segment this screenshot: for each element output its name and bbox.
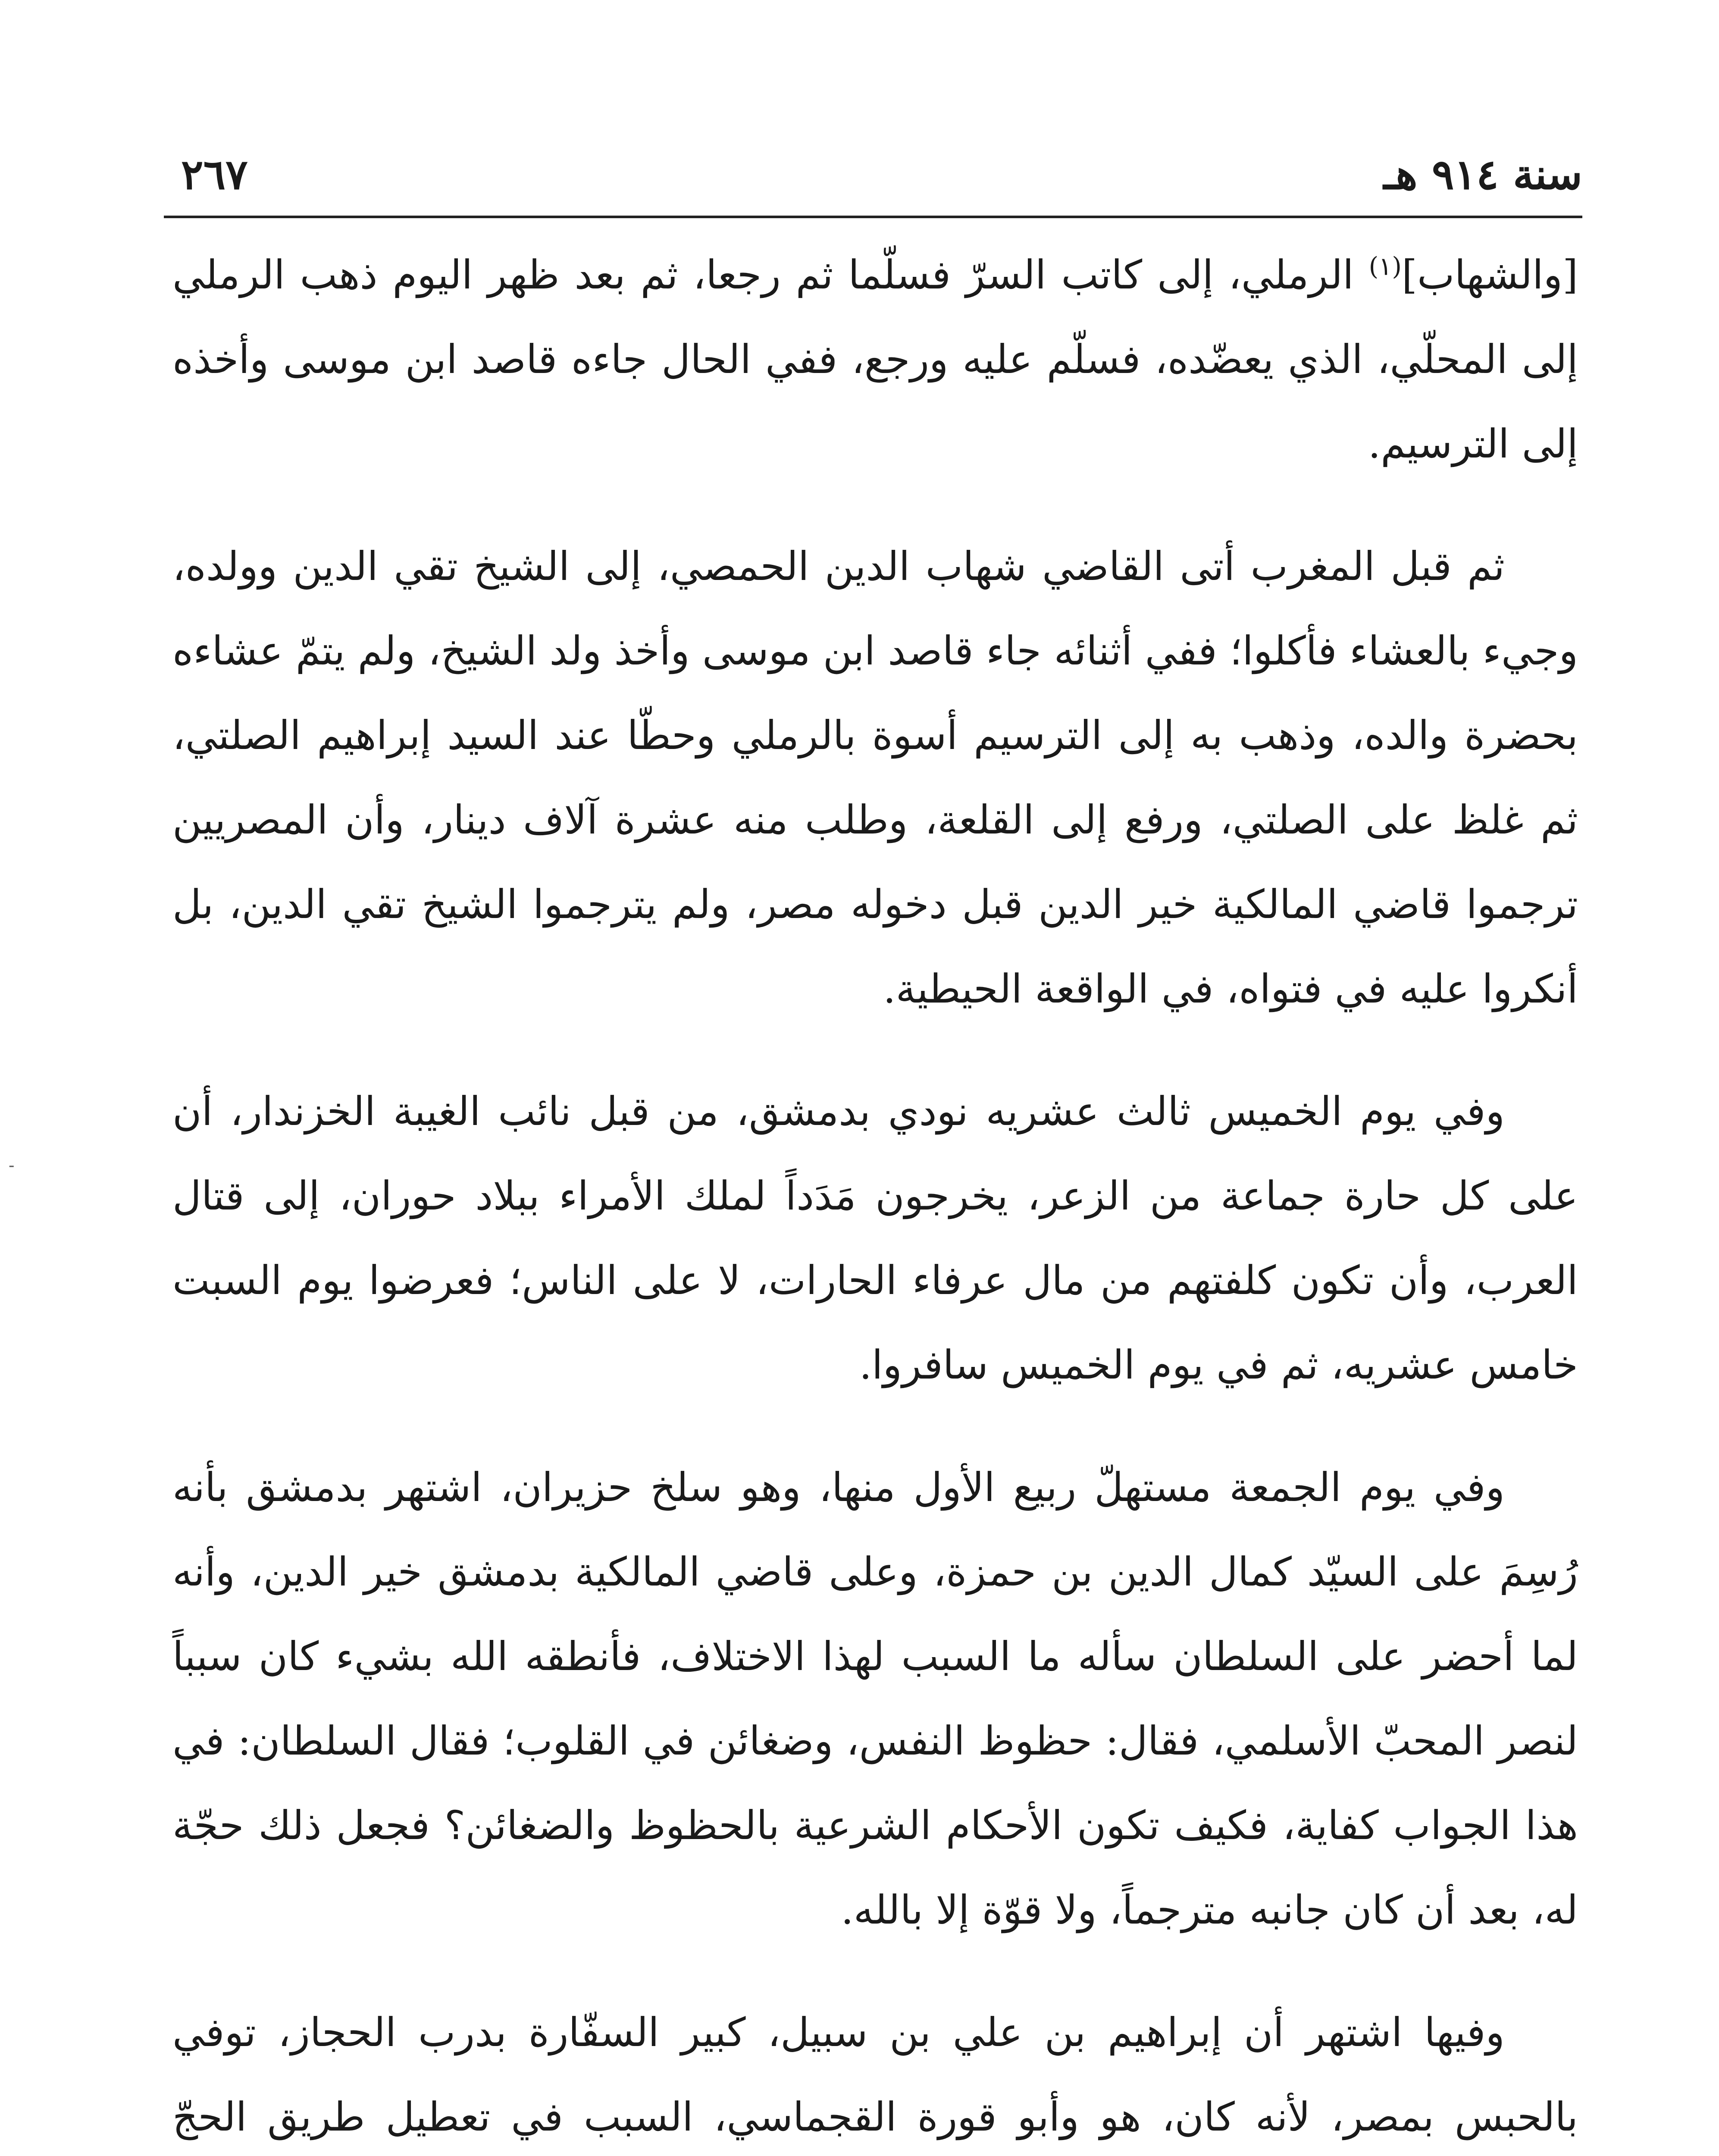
body-text — [172, 233, 1578, 2156]
margin-mark: - — [9, 1156, 15, 1175]
paragraph-2: ثم قبل المغرب أتى القاضي شهاب الدين الحمصي، إلى الشيخ تقي الدين وولده، وجيء بالعشاء فأكلوا؛ ففي أثنائه جاء قاصد ابن موسى وأخذ ولد الشيخ، ولم يتمّ عشاءه بحضرة والده، وذهب به إلى الترسيم أسوة بالرملي وحطّا عند السيد إبراهيم الصلتي، ثم غلظ على الصلتي، ورفع إلى القلعة، وطلب منه عشرة آلاف دينار، وأن المصريين ترجموا قاضي المالكية خير الدين قبل دخوله مصر، ولم يترجموا الشيخ تقي الدين، بل أنكروا عليه في فتواه، في الواقعة الحيطية. — [172, 543, 1578, 1012]
paragraph-3: وفي يوم الخميس ثالث عشريه نودي بدمشق، من قبل نائب الغيبة الخزندار، أن على كل حارة جماعة من الزعر، يخرجون مَدَداً لملك الأمراء ببلاد حوران، إلى قتال العرب، وأن تكون كلفتهم من مال عرفاء الحارات، لا على الناس؛ فعرضوا يوم السبت خامس عشريه، ثم في يوم الخميس سافروا. — [172, 1088, 1578, 1388]
page-number: ٢٦٧ — [181, 150, 248, 199]
paragraph-4: وفي يوم الجمعة مستهلّ ربيع الأول منها، وهو سلخ حزيران، اشتهر بدمشق بأنه رُسِمَ على السيّد كمال الدين بن حمزة، وعلى قاضي المالكية بدمشق خير الدين، وأنه لما أحضر على السلطان سأله ما السبب لهذا الاختلاف، فأنطقه الله بشيء كان سبباً لنصر المحبّ الأسلمي، فقال: حظوظ النفس، وضغائن في القلوب؛ فقال السلطان: في هذا الجواب كفاية، فكيف تكون الأحكام الشرعية بالحظوظ والضغائن؟ فجعل ذلك حجّة له، بعد أن كان جانبه مترجماً، ولا قوّة إلا بالله. — [172, 1464, 1578, 1933]
footnote-reference: (١) — [1368, 251, 1402, 281]
header-rule — [164, 216, 1582, 218]
paragraph-5: وفيها اشتهر أن إبراهيم بن علي بن سبيل، كبير السفّارة بدرب الحجاز، توفي بالحبس بمصر، لأنه كان، هو وأبو قورة القجماسي، السبب في تعطيل طريق الحجّ — [172, 2009, 1578, 2140]
paragraph-1-start: [والشهاب] — [1402, 252, 1578, 298]
running-header — [164, 142, 1582, 207]
paragraph-1-rest: الرملي، إلى كاتب السرّ فسلّما ثم رجعا، ثم بعد ظهر اليوم ذهب الرملي إلى المحلّي، الذي يعضّده، فسلّم عليه ورجع، ففي الحال جاءه قاصد ابن موسى وأخذه إلى الترسيم. — [172, 252, 1578, 467]
paragraph-1 — [172, 233, 1578, 486]
header-year: سنة ٩١٤ هـ — [1383, 150, 1582, 199]
